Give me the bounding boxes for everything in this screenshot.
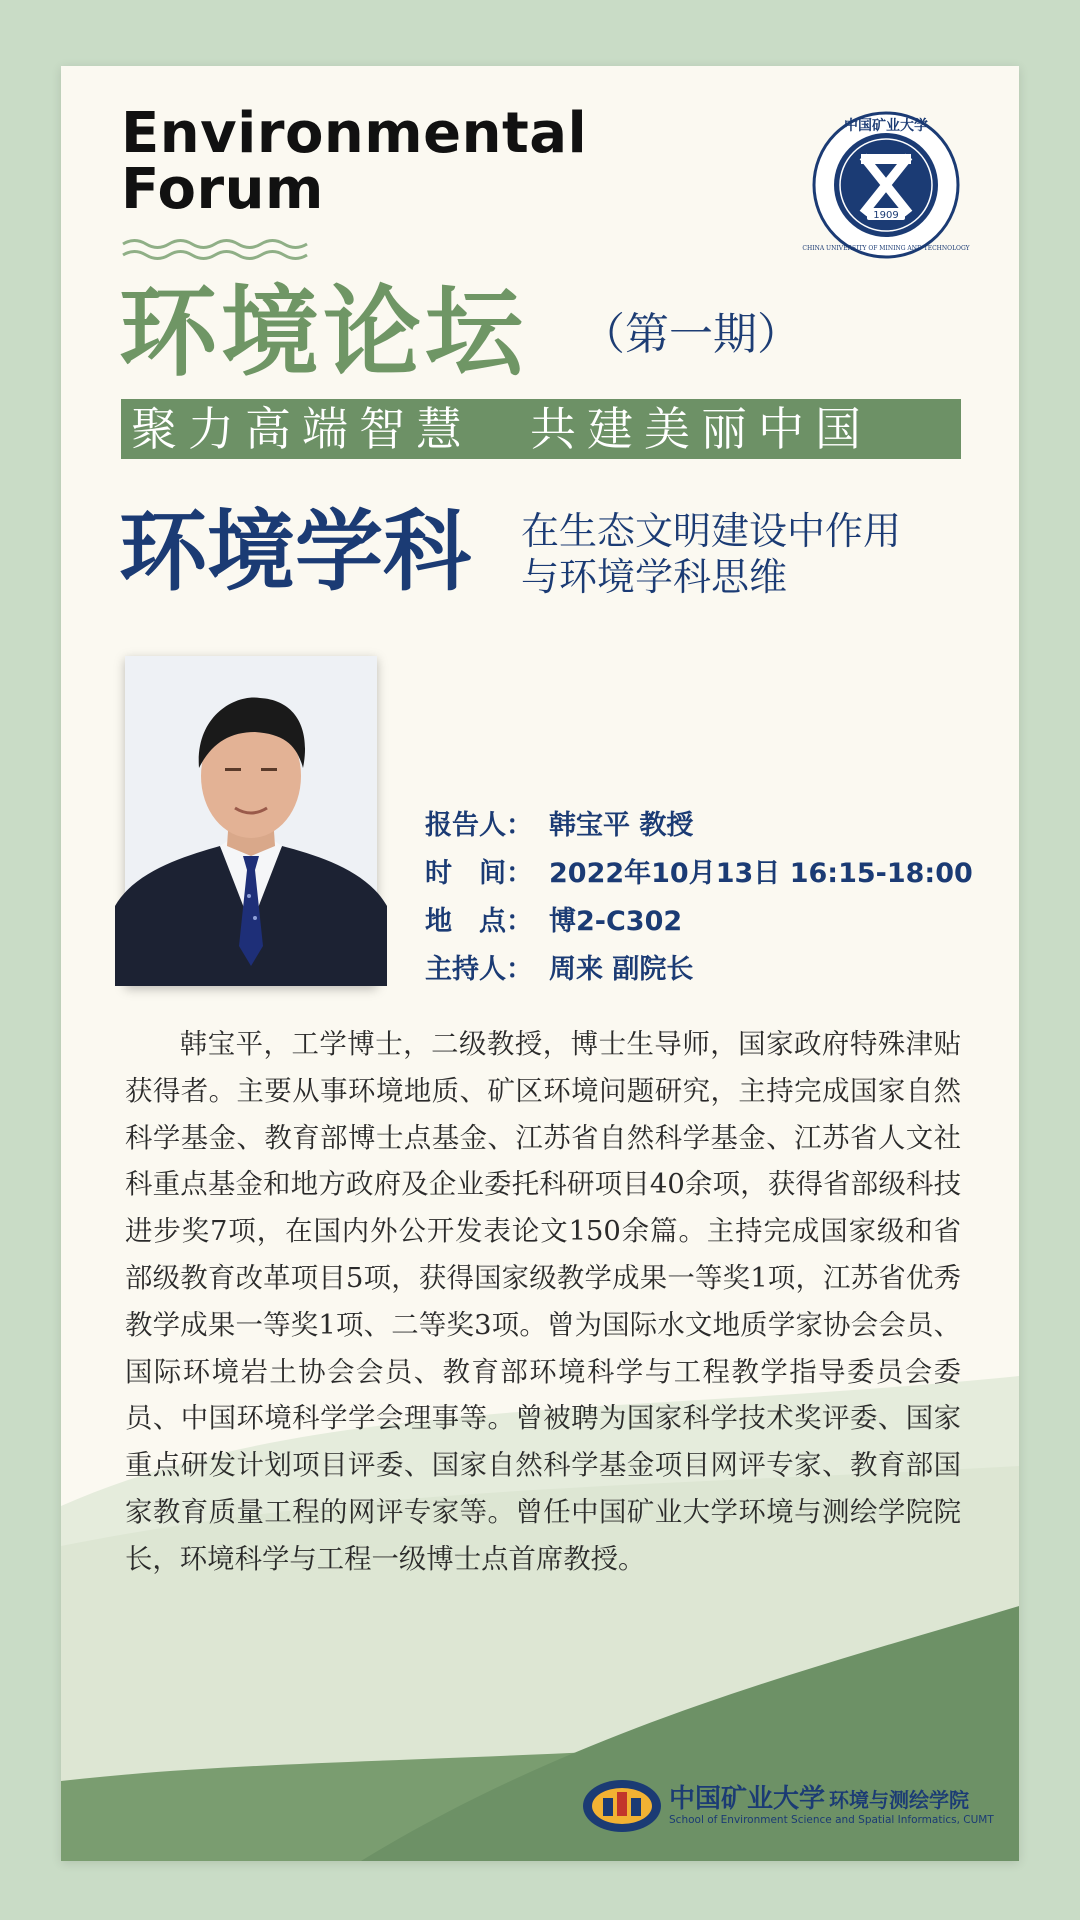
lecture-topic [521, 508, 961, 600]
speaker-bio: 韩宝平，工学博士，二级教授，博士生导师，国家政府特殊津贴获得者。主要从事环境地质、矿区环境问题研究，主持完成国家自然科学基金、教育部博士点基金、江苏省自然科学基金、江苏省人文社科重点基金和地方政府及企业委托科研项目40余项，获得省部级科技进步奖7项，在国内外公开发表论文150余篇。主持完成国家级和省部级教育改革项目5项，获得国家级教学成果一等奖1项，江苏省优秀教学成果一等奖1项、二等奖3项。曾为国际水文地质学家协会会员、国际环境岩土协会会员、教育部环境科学与工程教学指导委员会委员、中国环境科学学会理事等。曾被聘为国家科学技术奖评委、国家重点研发计划项目评委、国家自然科学基金项目网评专家、教育部国家教育质量工程的网评专家等。曾任中国矿业大学环境与测绘学院院长，环境科学与工程一级博士点首席教授。 [125, 1029, 961, 1575]
squiggle-decoration-icon [121, 236, 311, 266]
info-label: 报告人： [425, 810, 533, 841]
info-host [425, 946, 973, 994]
info-speaker [425, 802, 973, 850]
info-location [425, 898, 973, 946]
cumt-logo-icon [581, 1778, 663, 1834]
forum-title-en [121, 101, 588, 222]
speaker-photo [125, 656, 377, 986]
info-value: 2022年10月13日 16:15-18:00 [549, 858, 973, 889]
info-value: 周来 副院长 [549, 954, 694, 985]
forum-title-en-line1: Environmental [121, 101, 588, 166]
info-value: 韩宝平 教授 [549, 810, 694, 841]
footer-org-name [669, 1778, 969, 1815]
info-label: 时 间： [425, 858, 533, 889]
lecture-subject: 环境学科 [119, 500, 472, 603]
forum-title-cn: 环境论坛 [119, 276, 528, 390]
seal-cn-text: 中国矿业大学 [844, 118, 928, 134]
seal-en-text: CHINA UNIVERSITY OF MINING AND TECHNOLOGY [802, 245, 970, 252]
lecture-info [425, 802, 973, 994]
issue-number: （第一期） [581, 309, 801, 360]
poster [61, 66, 1019, 1861]
footer-university: 中国矿业大学 [669, 1784, 826, 1814]
footer-logo [581, 1776, 994, 1836]
info-label: 地 点： [425, 906, 533, 937]
info-label: 主持人： [425, 954, 533, 985]
footer-english: School of Environment Science and Spatial Informatics, CUMT [669, 1814, 994, 1826]
footer-department: 环境与测绘学院 [829, 1788, 970, 1812]
university-seal-icon [802, 110, 970, 260]
slogan-banner: 聚力高端智慧 共建美丽中国 [121, 399, 961, 459]
forum-title-en-line2: Forum [121, 157, 324, 222]
lecture-topic-line1: 在生态文明建设中作用 [521, 509, 902, 553]
lecture-topic-line2: 与环境学科思维 [521, 555, 788, 599]
seal-year: 1909 [873, 210, 899, 221]
info-time [425, 850, 973, 898]
info-value: 博2-C302 [549, 906, 683, 937]
